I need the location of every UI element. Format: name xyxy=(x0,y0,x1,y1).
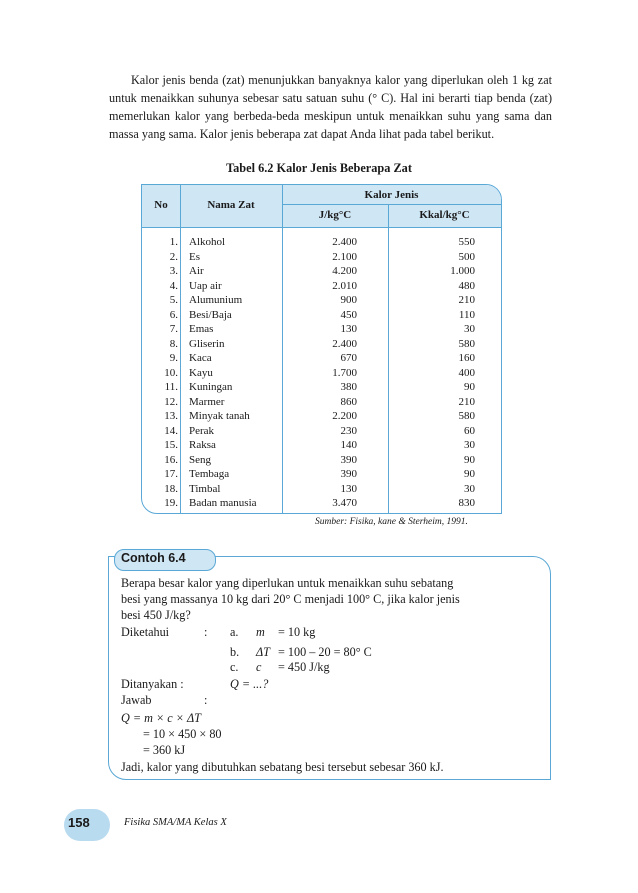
table-row xyxy=(142,482,501,497)
row-value-joule: 380 xyxy=(340,381,357,393)
table-row xyxy=(142,235,501,250)
table-row xyxy=(142,366,501,381)
row-number: 5. xyxy=(169,294,178,306)
row-number: 13. xyxy=(164,410,178,422)
row-number: 9. xyxy=(169,352,178,364)
row-substance: Kaca xyxy=(189,352,212,364)
table-row xyxy=(142,409,501,424)
table-row xyxy=(142,453,501,468)
known-c-var: c xyxy=(256,660,262,674)
asked-label: Ditanyakan : xyxy=(121,677,184,691)
known-b-var: ΔT xyxy=(256,645,270,659)
row-value-kkal: 90 xyxy=(464,468,475,480)
row-substance: Gliserin xyxy=(189,337,225,350)
row-value-joule: 4.200 xyxy=(332,265,357,277)
row-value-kkal: 550 xyxy=(458,236,475,248)
row-number: 12. xyxy=(164,395,178,408)
table-row xyxy=(142,496,501,511)
table-source: Sumber: Fisika, kane & Sterheim, 1991. xyxy=(315,517,468,527)
known-colon: : xyxy=(204,625,208,639)
row-value-kkal: 580 xyxy=(458,410,475,422)
answer-colon: : xyxy=(204,693,208,707)
row-value-kkal: 30 xyxy=(464,323,475,335)
table-row xyxy=(142,250,501,265)
row-number: 8. xyxy=(169,337,178,350)
row-number: 10. xyxy=(164,366,178,379)
row-value-kkal: 580 xyxy=(458,337,475,350)
known-b-key: b. xyxy=(230,645,240,659)
row-value-joule: 1.700 xyxy=(332,366,357,379)
row-value-kkal: 1.000 xyxy=(450,265,475,277)
answer-label: Jawab xyxy=(121,693,152,707)
row-number: 11. xyxy=(164,381,178,393)
row-substance: Alkohol xyxy=(189,236,226,248)
specific-heat-table xyxy=(141,184,502,514)
header-k: Kkal/kg°C xyxy=(419,209,470,221)
row-substance: Timbal xyxy=(189,482,221,495)
row-value-kkal: 30 xyxy=(464,439,475,451)
table-header xyxy=(142,185,501,228)
table-title: Tabel 6.2 Kalor Jenis Beberapa Zat xyxy=(226,161,412,175)
row-substance: Tembaga xyxy=(189,468,230,480)
row-substance: Perak xyxy=(189,424,215,437)
question-line: besi 450 J/kg? xyxy=(121,608,191,622)
row-number: 7. xyxy=(169,323,178,335)
table-body xyxy=(142,235,501,511)
table-row xyxy=(142,293,501,308)
row-number: 16. xyxy=(164,453,178,466)
row-value-kkal: 160 xyxy=(458,352,475,364)
row-value-joule: 900 xyxy=(340,294,357,306)
row-substance: Minyak tanah xyxy=(189,410,250,422)
known-label: Diketahui xyxy=(121,625,170,639)
row-substance: Besi/Baja xyxy=(189,308,232,321)
row-value-joule: 140 xyxy=(340,439,357,451)
row-number: 18. xyxy=(164,482,178,495)
header-no: No xyxy=(154,199,168,211)
solution-line: = 360 kJ xyxy=(143,743,186,757)
header-group: Kalor Jenis xyxy=(364,189,419,201)
row-value-kkal: 60 xyxy=(464,424,475,437)
row-value-joule: 130 xyxy=(340,323,357,335)
known-c-value: = 450 J/kg xyxy=(278,660,330,674)
row-value-joule: 3.470 xyxy=(332,497,357,509)
row-value-joule: 860 xyxy=(340,395,357,408)
row-substance: Kayu xyxy=(189,366,213,379)
row-substance: Alumunium xyxy=(189,294,243,306)
known-a-value: = 10 kg xyxy=(278,625,316,639)
row-substance: Badan manusia xyxy=(189,497,257,509)
row-substance: Emas xyxy=(189,323,214,335)
row-value-joule: 130 xyxy=(340,482,357,495)
solution-line: = 10 × 450 × 80 xyxy=(143,727,222,741)
row-substance: Seng xyxy=(189,453,211,466)
known-a-key: a. xyxy=(230,625,239,639)
row-substance: Es xyxy=(189,250,200,263)
row-value-joule: 2.200 xyxy=(332,410,357,422)
row-number: 4. xyxy=(169,279,178,292)
row-value-joule: 390 xyxy=(340,453,357,466)
intro-paragraph xyxy=(109,71,552,143)
row-substance: Marmer xyxy=(189,395,225,408)
row-number: 19. xyxy=(164,497,178,509)
question-line: Berapa besar kalor yang diperlukan untuk menaikkan suhu sebatang xyxy=(121,576,454,590)
row-value-kkal: 210 xyxy=(458,395,475,408)
row-number: 15. xyxy=(164,439,178,451)
row-value-joule: 390 xyxy=(340,468,357,480)
row-number: 14. xyxy=(164,424,178,437)
row-substance: Uap air xyxy=(189,279,222,292)
table-row xyxy=(142,279,501,294)
row-value-kkal: 110 xyxy=(458,308,475,321)
row-value-kkal: 480 xyxy=(458,279,475,292)
header-name: Nama Zat xyxy=(207,199,255,211)
table-row xyxy=(142,467,501,482)
intro-text: Kalor jenis benda (zat) menunjukkan banyaknya kalor yang diperlukan oleh 1 kg zat untuk menaikkan suhunya sebesar satu satuan suhu (° C). Hal ini berarti tiap benda (zat) memerlukan kalor yang berbeda-beda meskipun untuk menaikkan suhu yang sama dan massa yang sama. Kalor jenis beberapa zat dapat Anda lihat pada tabel berikut. xyxy=(109,73,552,141)
table-row xyxy=(142,424,501,439)
row-number: 6. xyxy=(169,308,178,321)
row-substance: Kuningan xyxy=(189,381,233,393)
table-row xyxy=(142,322,501,337)
known-a-var: m xyxy=(256,625,265,639)
row-value-joule: 2.400 xyxy=(332,337,357,350)
row-value-joule: 450 xyxy=(340,308,357,321)
row-number: 2. xyxy=(169,250,178,263)
conclusion: Jadi, kalor yang dibutuhkan sebatang besi tersebut sebesar 360 kJ. xyxy=(121,760,444,774)
row-substance: Raksa xyxy=(189,439,216,451)
row-value-joule: 2.010 xyxy=(332,279,357,292)
solution-line: Q = m × c × ΔT xyxy=(121,711,201,725)
table-row xyxy=(142,264,501,279)
row-value-joule: 230 xyxy=(340,424,357,437)
row-value-kkal: 830 xyxy=(458,497,475,509)
row-value-kkal: 30 xyxy=(464,482,475,495)
row-number: 1. xyxy=(169,236,178,248)
row-number: 3. xyxy=(169,265,178,277)
known-b-value: = 100 – 20 = 80° C xyxy=(278,645,372,659)
row-number: 17. xyxy=(164,468,178,480)
question-line: besi yang massanya 10 kg dari 20° C menjadi 100° C, jika kalor jenis xyxy=(121,592,460,606)
example-label: Contoh 6.4 xyxy=(121,551,186,565)
row-value-joule: 670 xyxy=(340,352,357,364)
table-row xyxy=(142,380,501,395)
known-c-key: c. xyxy=(230,660,239,674)
header-j: J/kg°C xyxy=(318,209,352,221)
table-row xyxy=(142,438,501,453)
page-number: 158 xyxy=(68,815,90,830)
asked-value: Q = ...? xyxy=(230,677,269,691)
row-value-kkal: 500 xyxy=(458,250,475,263)
table-row xyxy=(142,395,501,410)
row-value-kkal: 400 xyxy=(458,366,475,379)
table-row xyxy=(142,351,501,366)
row-value-joule: 2.100 xyxy=(332,250,357,263)
header-divider xyxy=(282,204,501,205)
row-substance: Air xyxy=(189,265,204,277)
row-value-kkal: 210 xyxy=(458,294,475,306)
row-value-kkal: 90 xyxy=(464,381,475,393)
row-value-kkal: 90 xyxy=(464,453,475,466)
book-title: Fisika SMA/MA Kelas X xyxy=(124,817,227,828)
table-row xyxy=(142,337,501,352)
row-value-joule: 2.400 xyxy=(332,236,357,248)
table-row xyxy=(142,308,501,323)
